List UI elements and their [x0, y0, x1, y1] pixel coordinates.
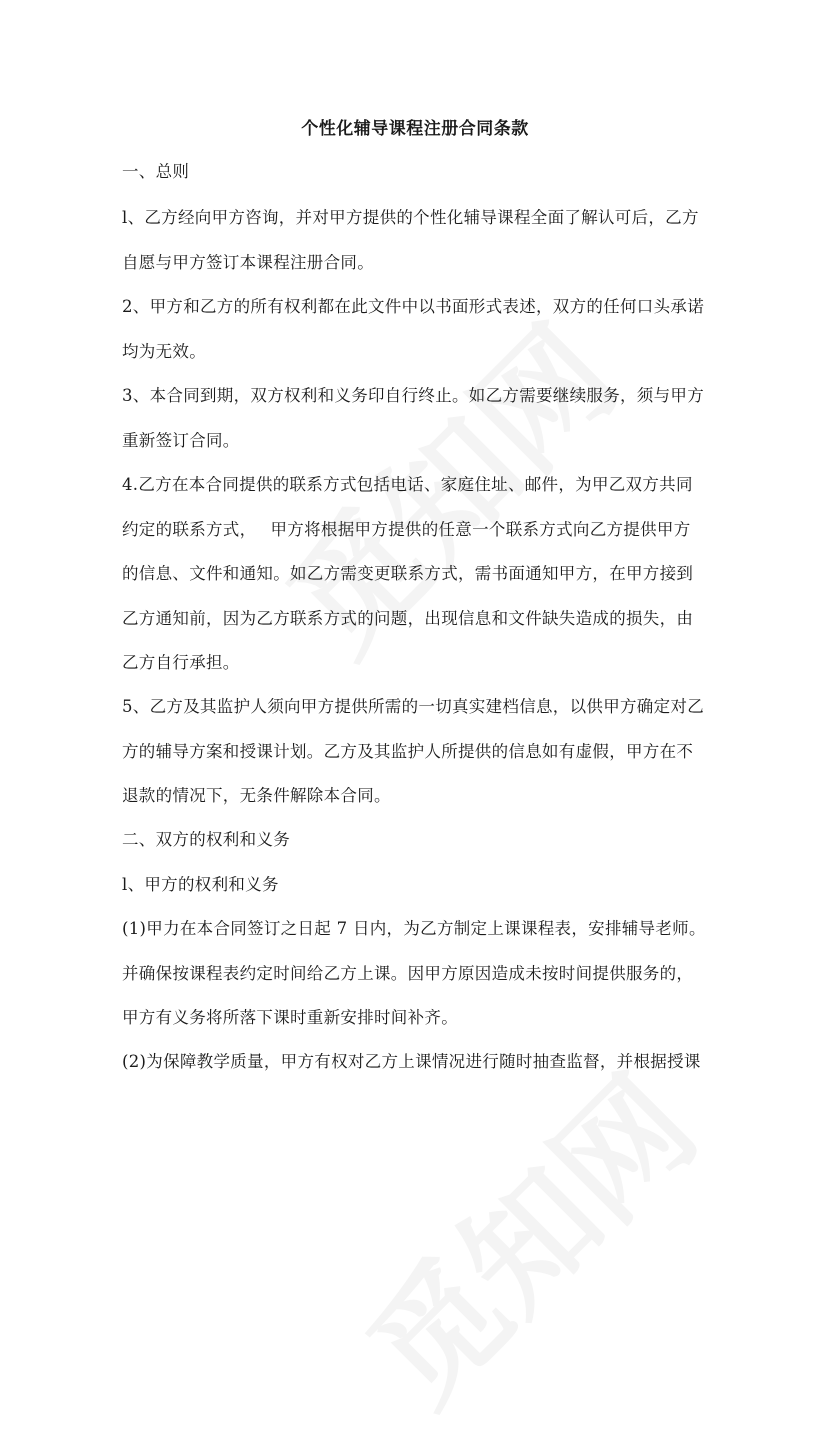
paragraph-line: 退款的情况下，无条件解除本合同。 [122, 786, 391, 805]
subsection-heading: l、甲方的权利和义务 [122, 875, 279, 894]
paragraph-line: 乙方通知前，因为乙方联系方式的问题，出现信息和文件缺失造成的损失，由 [122, 609, 694, 628]
paragraph-line: (2)为保障教学质量，甲方有权对乙方上课情况进行随时抽查监督，并根据授课 [122, 1052, 701, 1071]
paragraph-line: 5、乙方及其监护人须向甲方提供所需的一切真实建档信息，以供甲方确定对乙 [122, 697, 704, 716]
paragraph-line: 均为无效。 [122, 342, 206, 361]
paragraph-line: l、乙方经向甲方咨询，并对甲方提供的个性化辅导课程全面了解认可后，乙方 [122, 208, 699, 227]
paragraph-line: (1)甲力在本合同签订之日起 7 日内，为乙方制定上课课程表，安排辅导老师。 [122, 919, 706, 938]
paragraph-line: 自愿与甲方签订本课程注册合同。 [122, 253, 374, 272]
paragraph-line: 2、甲方和乙方的所有权利都在此文件中以书面形式表述，双方的任何口头承诺 [122, 297, 704, 316]
paragraph-line: 3、本合同到期，双方权利和义务印自行终止。如乙方需要继续服务，须与甲方 [122, 386, 704, 405]
paragraph-line: 甲方有义务将所落下课时重新安排时间补齐。 [122, 1008, 458, 1027]
paragraph-line: 约定的联系方式， 甲方将根据甲方提供的任意一个联系方式向乙方提供甲方 [122, 520, 691, 539]
paragraph-line: 方的辅导方案和授课计划。乙方及其监护人所提供的信息如有虚假，甲方在不 [122, 742, 694, 761]
paragraph-line: 重新签订合同。 [122, 431, 240, 450]
paragraph-line: 的信息、文件和通知。如乙方需变更联系方式，需书面通知甲方，在甲方接到 [122, 564, 694, 583]
document-title: 个性化辅导课程注册合同条款 [301, 119, 529, 139]
section-heading: 一、总则 [122, 162, 190, 181]
paragraph-line: 乙方自行承担。 [122, 653, 240, 672]
paragraph-line: 4.乙方在本合同提供的联系方式包括电话、家庭住址、邮件，为甲乙双方共同 [122, 475, 693, 494]
watermark-bottom [321, 1029, 729, 1437]
paragraph-line: 并确保按课程表约定时间给乙方上课。因甲方原因造成未按时间提供服务的， [122, 964, 694, 983]
section-heading: 二、双方的权利和义务 [122, 830, 290, 849]
